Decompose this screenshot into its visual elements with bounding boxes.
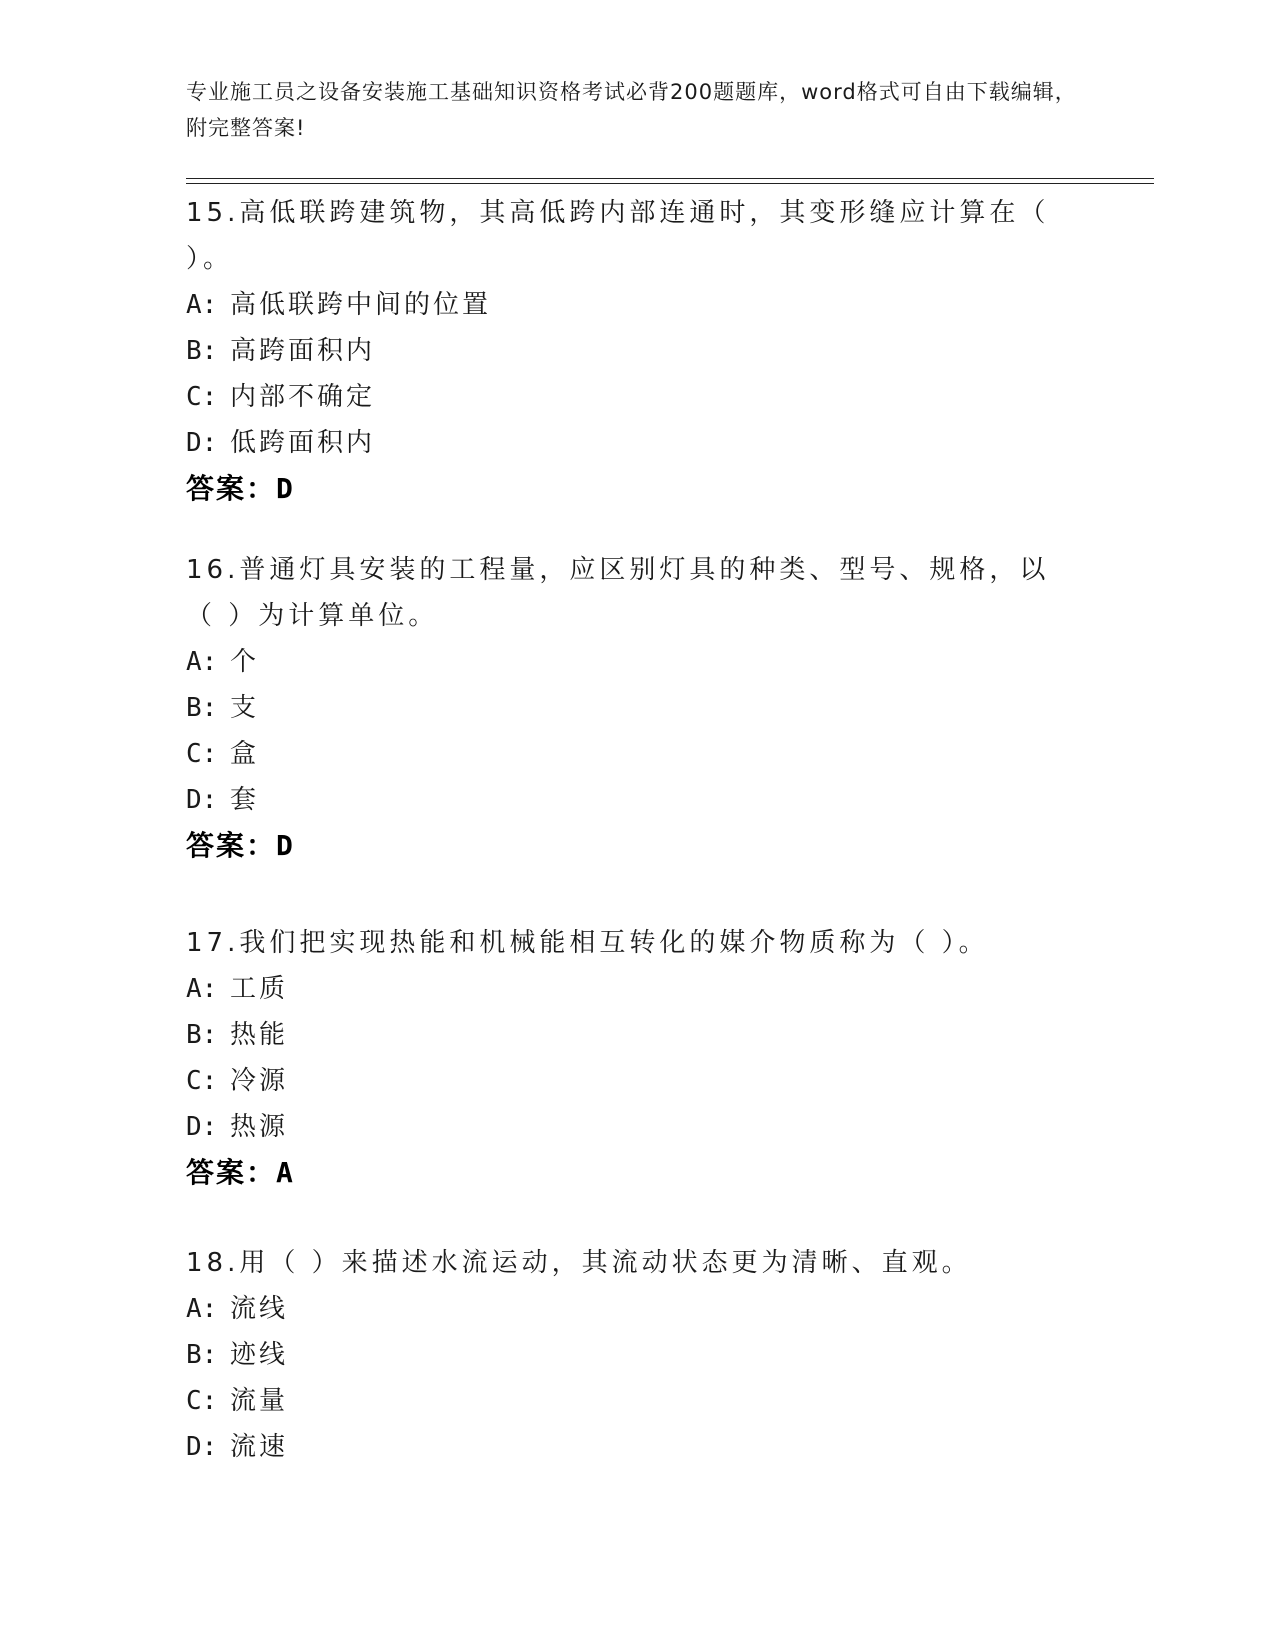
option-text: 个 [230, 647, 260, 677]
question-stem: 16.普通灯具安装的工程量，应区别灯具的种类、型号、规格，以（ ）为计算单位。 [186, 555, 1050, 631]
option-letter: A: [186, 290, 218, 320]
option-c [186, 731, 1066, 777]
option-text: 支 [230, 693, 260, 723]
answer-line [186, 466, 1066, 512]
question-stem: 17.我们把实现热能和机械能相互转化的媒介物质称为（ ）。 [186, 928, 989, 958]
option-text: 迹线 [230, 1340, 289, 1370]
option-letter: C: [186, 382, 218, 412]
answer-label: 答案： [186, 472, 277, 505]
question-18 [186, 1240, 1066, 1470]
option-letter: C: [186, 739, 218, 769]
option-letter: B: [186, 1020, 218, 1050]
option-letter: D: [186, 428, 218, 458]
answer-value: D [276, 472, 295, 505]
option-c [186, 1058, 1066, 1104]
option-letter: B: [186, 693, 218, 723]
option-a [186, 1286, 1066, 1332]
answer-label: 答案： [186, 1156, 277, 1189]
option-text: 高低联跨中间的位置 [230, 290, 492, 320]
option-letter: A: [186, 974, 218, 1004]
option-text: 套 [230, 785, 260, 815]
option-letter: D: [186, 1112, 218, 1142]
option-c [186, 1378, 1066, 1424]
option-d [186, 777, 1066, 823]
option-text: 流速 [230, 1432, 289, 1462]
option-text: 流线 [230, 1294, 289, 1324]
option-text: 工质 [230, 974, 289, 1004]
option-text: 热能 [230, 1020, 289, 1050]
document-header: 专业施工员之设备安装施工基础知识资格考试必背200题题库，word格式可自由下载编辑，附完整答案! [186, 80, 1077, 140]
option-b [186, 1012, 1066, 1058]
option-d [186, 1424, 1066, 1470]
header-divider-bottom [186, 183, 1154, 184]
option-d [186, 420, 1066, 466]
answer-label: 答案： [186, 829, 277, 862]
answer-value: D [276, 829, 295, 862]
question-stem: 18.用（ ）来描述水流运动，其流动状态更为清晰、直观。 [186, 1248, 972, 1278]
option-a [186, 282, 1066, 328]
answer-line [186, 823, 1066, 869]
option-letter: A: [186, 647, 218, 677]
header-divider-top [186, 178, 1154, 179]
option-letter: D: [186, 785, 218, 815]
option-letter: A: [186, 1294, 218, 1324]
option-text: 冷源 [230, 1066, 289, 1096]
option-letter: B: [186, 1340, 218, 1370]
option-b [186, 1332, 1066, 1378]
question-stem: 15.高低联跨建筑物，其高低跨内部连通时，其变形缝应计算在（ ）。 [186, 198, 1050, 274]
option-letter: B: [186, 336, 218, 366]
option-b [186, 685, 1066, 731]
question-17 [186, 920, 1066, 1196]
option-letter: C: [186, 1386, 218, 1416]
option-text: 高跨面积内 [230, 336, 376, 366]
option-b [186, 328, 1066, 374]
option-c [186, 374, 1066, 420]
question-15 [186, 190, 1066, 512]
option-text: 内部不确定 [230, 382, 376, 412]
option-letter: D: [186, 1432, 218, 1462]
option-text: 低跨面积内 [230, 428, 376, 458]
question-16 [186, 547, 1066, 869]
option-text: 盒 [230, 739, 260, 769]
option-a [186, 966, 1066, 1012]
option-a [186, 639, 1066, 685]
option-letter: C: [186, 1066, 218, 1096]
option-text: 热源 [230, 1112, 289, 1142]
answer-line [186, 1150, 1066, 1196]
option-d [186, 1104, 1066, 1150]
answer-value: A [276, 1156, 295, 1189]
option-text: 流量 [230, 1386, 289, 1416]
